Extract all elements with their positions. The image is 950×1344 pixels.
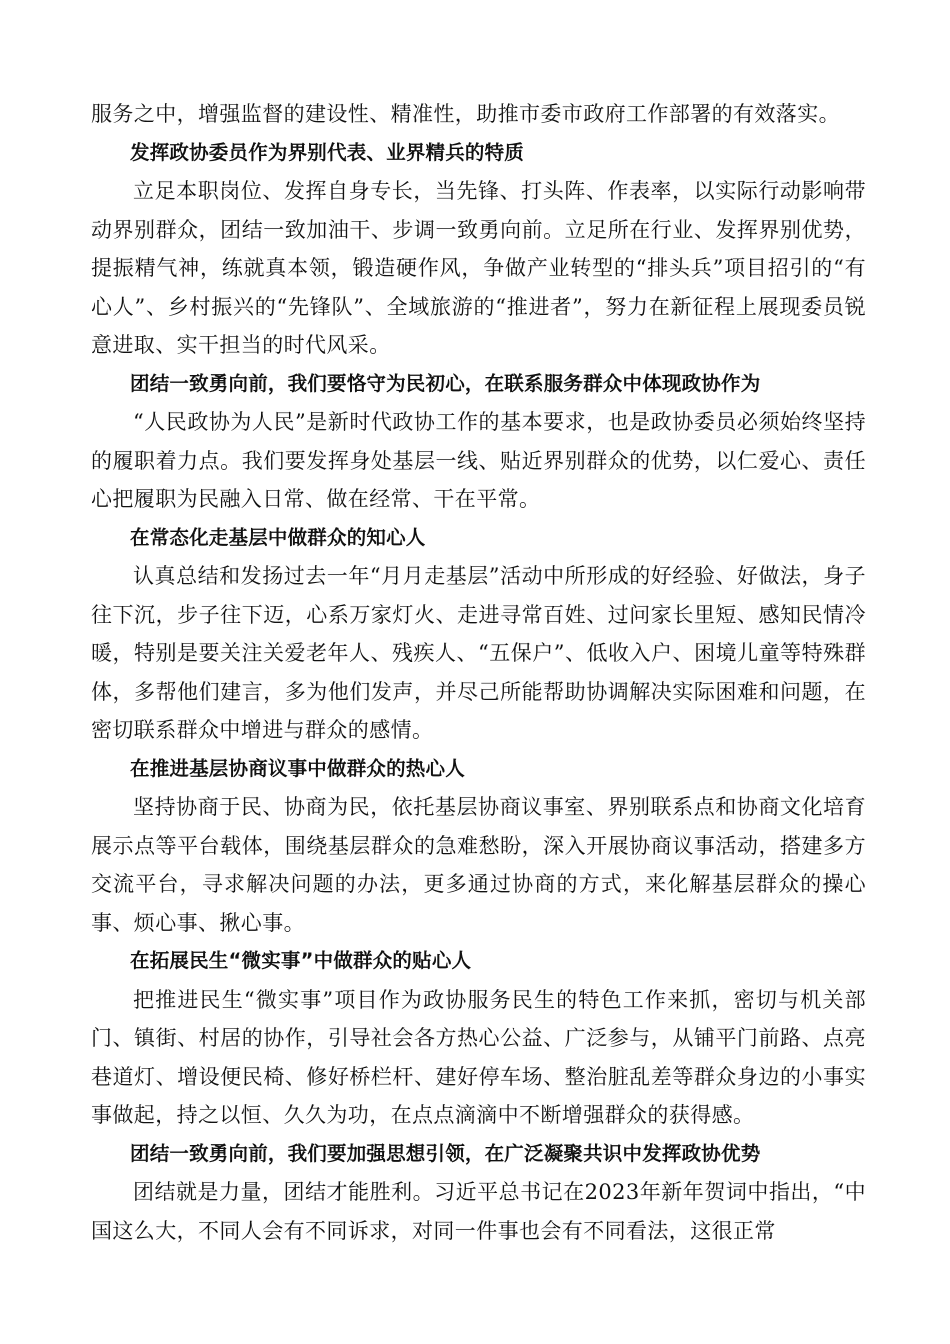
heading-committee-member-traits: 发挥政协委员作为界别代表、业界精兵的特质: [130, 140, 525, 164]
paragraph-intro-continuation: 服务之中，增强监督的建设性、精准性，助推市委市政府工作部署的有效落实。: [91, 102, 840, 126]
paragraph-grassroots-visits: 认真总结和发扬过去一年“月月走基层”活动中所形成的好经验、好做法，身子往下沉，步子往下迈，心系万家灯火、走进寻常百姓、过问家长里短、感知民情冷暖，特别是要关注关爱老年人、残疾人、“五保户”、低收入户、困境儿童等特殊群体，多帮他们建言，多为他们发声，并尽己所能帮助协调解决实际困难和问题，在密切联系群众中增进与群众的感情。: [91, 564, 866, 742]
heading-micro-projects: 在拓展民生“微实事”中做群众的贴心人: [130, 949, 472, 972]
document-page: [91, 95, 866, 1250]
paragraph-unity: 团结就是力量，团结才能胜利。习近平总书记在2023年新年贺词中指出，“中国这么大，不同人会有不同诉求，对同一件事也会有不同看法，这很正常: [91, 1180, 866, 1243]
heading-grassroots-confidant: 在常态化走基层中做群众的知心人: [130, 525, 426, 549]
paragraph-consultation: 坚持协商于民、协商为民，依托基层协商议事室、界别联系点和协商文化培育展示点等平台载体，围绕基层群众的急难愁盼，深入开展协商议事活动，搭建多方交流平台，寻求解决问题的办法，更多通过协商的方式，来化解基层群众的操心事、烦心事、揪心事。: [91, 795, 866, 935]
paragraph-people-cppcc: “人民政协为人民”是新时代政协工作的基本要求，也是政协委员必须始终坚持的履职着力点。我们要发挥身处基层一线、贴近界别群众的优势，以仁爱心、责任心把履职为民融入日常、做在经常、干在平常。: [91, 410, 866, 511]
paragraph-micro-projects: 把推进民生“微实事”项目作为政协服务民生的特色工作来抓，密切与机关部门、镇街、村居的协作，引导社会各方热心公益、广泛参与，从铺平门前路、点亮巷道灯、增设便民椅、修好桥栏杆、建好停车场、整治脏乱差等群众身边的小事实事做起，持之以恒、久久为功，在点点滴滴中不断增强群众的获得感。: [91, 987, 866, 1127]
heading-serve-people: 团结一致勇向前，我们要恪守为民初心，在联系服务群众中体现政协作为: [130, 371, 761, 395]
heading-consultation-warmheart: 在推进基层协商议事中做群众的热心人: [130, 756, 465, 780]
paragraph-member-role: 立足本职岗位、发挥自身专长，当先锋、打头阵、作表率，以实际行动影响带动界别群众，团结一致加油干、步调一致勇向前。立足所在行业、发挥界别优势，提振精气神，练就真本领，锻造硬作风，争做产业转型的“排头兵”项目招引的“有心人”、乡村振兴的“先锋队”、全域旅游的“推进者”，努力在新征程上展现委员锐意进取、实干担当的时代风采。: [91, 179, 866, 357]
heading-consensus: 团结一致勇向前，我们要加强思想引领，在广泛凝聚共识中发挥政协优势: [130, 1141, 761, 1165]
